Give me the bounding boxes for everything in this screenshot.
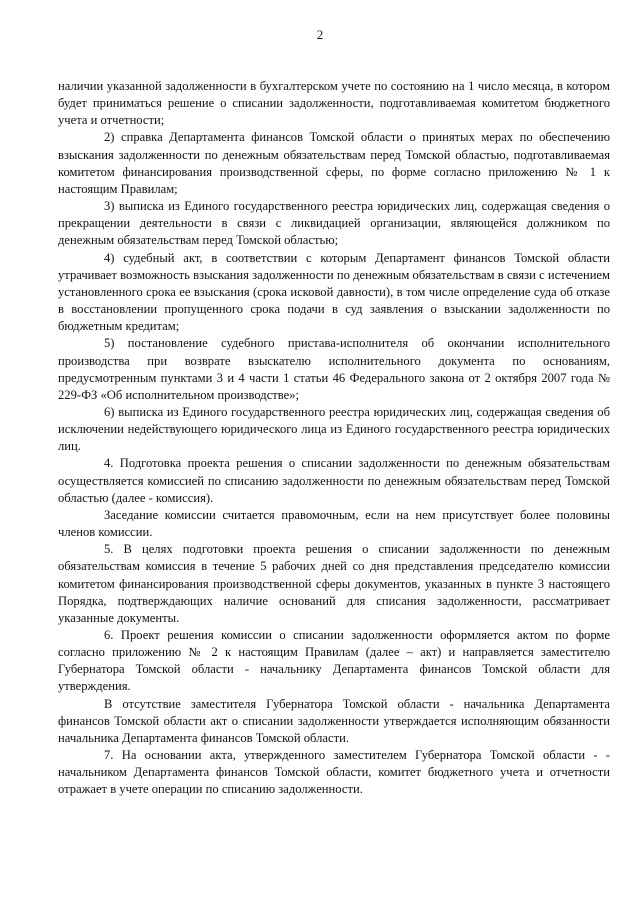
document-body: [58, 78, 610, 799]
paragraph-item-2: 2) справка Департамента финансов Томской области о принятых мерах по обеспечению взыскания задолженности по денежным обязательствам перед Томской областью, подготавливаемая комитетом финансирования производственной сферы, по форме согласно приложению № 1 к настоящим Правилам;: [58, 130, 610, 196]
paragraph-quorum: Заседание комиссии считается правомочным, если на нем присутствует более половины членов комиссии.: [58, 507, 610, 540]
paragraph-absence: В отсутствие заместителя Губернатора Томской области - начальника Департамента финансов Томской области акт о списании задолженности утверждается исполняющим обязанности начальника Департамента финансов Томской области.: [58, 696, 610, 745]
paragraph-item-4: 4) судебный акт, в соответствии с которым Департамент финансов Томской области утрачивает возможность взыскания задолженности по денежным обязательствам в связи с истечением установленного срока ее взыскания (срока исковой давности), в том числе определение суда об отказе в восстановлении пропущенного срока подачи в суд заявления о взыскании задолженности по бюджетным кредитам;: [58, 250, 610, 334]
paragraph-section-6: 6. Проект решения комиссии о списании задолженности оформляется актом по форме согласно приложению № 2 к настоящим Правилам (далее – акт) и направляется заместителю Губернатора Томской области - начальнику Департамента финансов Томской области для утверждения.: [58, 628, 610, 694]
paragraph-section-4: 4. Подготовка проекта решения о списании задолженности по денежным обязательствам осуществляется комиссией по списанию задолженности по денежным обязательствам перед Томской областью (далее - комиссия).: [58, 456, 610, 505]
page-number: 2: [316, 27, 324, 42]
paragraph-item-6: 6) выписка из Единого государственного реестра юридических лиц, содержащая сведения об исключении недействующего юридического лица из Единого государственного реестра юридических лиц.: [58, 404, 610, 454]
paragraph-section-7: 7. На основании акта, утвержденного заместителем Губернатора Томской области - - начальником Департамента финансов Томской области, комитет бюджетного учета и отчетности отражает в учете операции по списанию задолженности.: [58, 748, 610, 797]
paragraph-item-3: 3) выписка из Единого государственного реестра юридических лиц, содержащая сведения о прекращении деятельности в связи с ликвидацией организации, являющейся должником по денежным обязательствам перед Томской областью;: [58, 199, 610, 248]
paragraph-section-5: 5. В целях подготовки проекта решения о списании задолженности по денежным обязательствам комиссия в течение 5 рабочих дней со дня представления председателю комиссии комитетом финансирования производственной сферы документов, указанных в пункте 3 настоящего Порядка, подтверждающих наличие оснований для списания задолженности, рассматривает указанные документы.: [58, 542, 610, 625]
paragraph-item-5: 5) постановление судебного пристава-исполнителя об окончании исполнительного производства при возврате взыскателю исполнительного документа по основаниям, предусмотренным пунктами 3 и 4 части 1 статьи 46 Федерального закона от 2 октября 2007 года № 229-ФЗ «Об исполнительном производстве»;: [58, 336, 610, 402]
paragraph-continuation: наличии указанной задолженности в бухгалтерском учете по состоянию на 1 число месяца, в котором будет приниматься решение о списании задолженности, подготавливаемая комитетом бюджетного учета и отчетности;: [58, 79, 610, 128]
